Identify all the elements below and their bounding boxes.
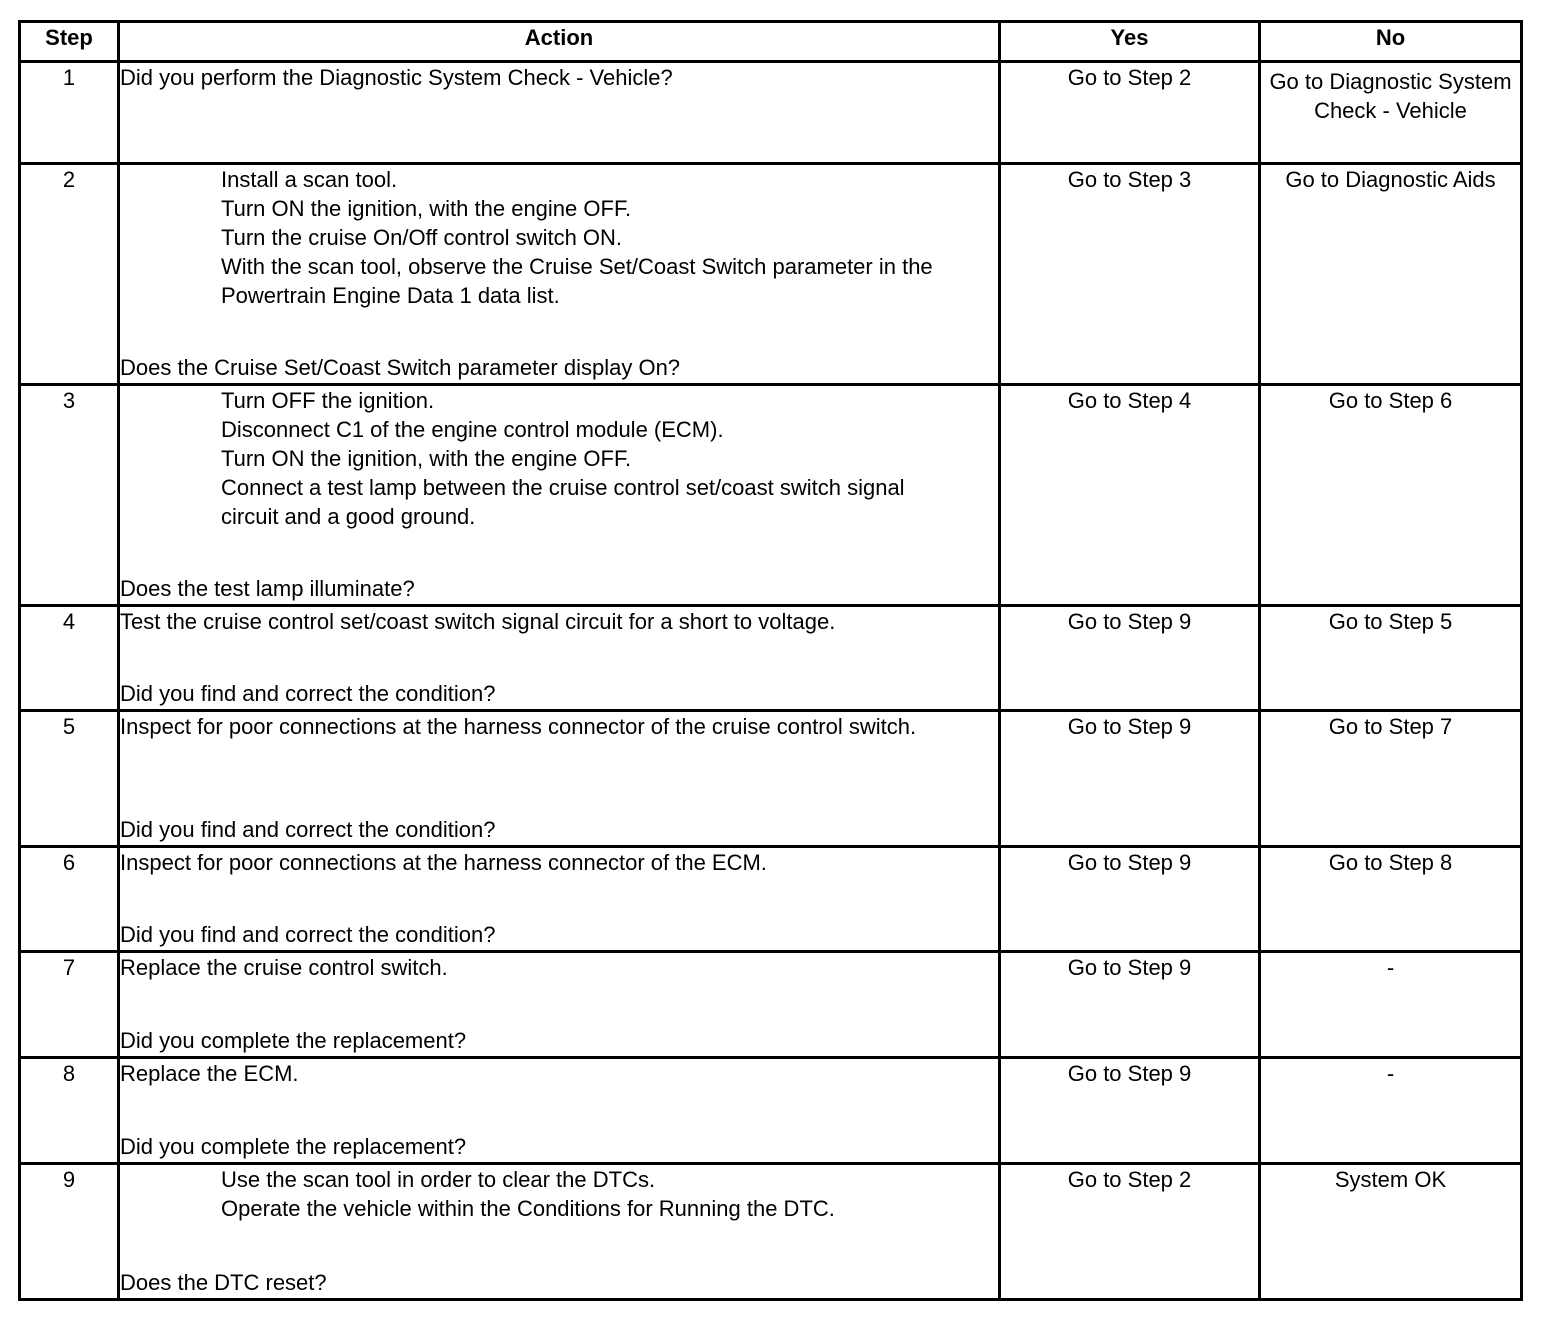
- action-instruction: Use the scan tool in order to clear the DTCs.: [221, 1167, 656, 1192]
- step-number: 6: [20, 847, 119, 952]
- yes-result: Go to Step 9: [1000, 711, 1260, 847]
- step-number: 1: [20, 62, 119, 164]
- yes-result: Go to Step 9: [1000, 1058, 1260, 1164]
- table-row: [20, 62, 1522, 164]
- yes-result: Go to Step 9: [1000, 606, 1260, 711]
- header-no: No: [1260, 22, 1522, 62]
- no-result: -: [1260, 952, 1522, 1058]
- action-instruction: With the scan tool, observe the Cruise Set/Coast Switch parameter in the Powertrain Engine Data 1 data list.: [221, 254, 933, 308]
- action-instruction: Operate the vehicle within the Conditions for Running the DTC.: [221, 1196, 835, 1221]
- action-cell: [119, 847, 1000, 952]
- no-result: Go to Step 5: [1260, 606, 1522, 711]
- table-row: [20, 1058, 1522, 1164]
- action-question: Does the DTC reset?: [120, 1270, 327, 1295]
- action-cell: [119, 1164, 1000, 1300]
- action-cell: [119, 1058, 1000, 1164]
- table-row: [20, 952, 1522, 1058]
- action-cell: [119, 385, 1000, 606]
- header-action: Action: [119, 22, 1000, 62]
- yes-result: Go to Step 2: [1000, 62, 1260, 164]
- yes-result: Go to Step 3: [1000, 164, 1260, 385]
- no-result: System OK: [1260, 1164, 1522, 1300]
- step-number: 8: [20, 1058, 119, 1164]
- step-number: 2: [20, 164, 119, 385]
- step-number: 7: [20, 952, 119, 1058]
- header-row: [20, 22, 1522, 62]
- action-instruction: Replace the cruise control switch.: [120, 955, 448, 980]
- no-result: Go to Step 8: [1260, 847, 1522, 952]
- yes-result: Go to Step 2: [1000, 1164, 1260, 1300]
- action-instruction: Turn ON the ignition, with the engine OFF.: [221, 446, 632, 471]
- step-number: 4: [20, 606, 119, 711]
- action-instruction: Connect a test lamp between the cruise control set/coast switch signal circuit and a good ground.: [221, 475, 905, 529]
- yes-result: Go to Step 9: [1000, 952, 1260, 1058]
- yes-result: Go to Step 9: [1000, 847, 1260, 952]
- no-result: Go to Step 7: [1260, 711, 1522, 847]
- action-instruction: Replace the ECM.: [120, 1061, 299, 1086]
- step-number: 9: [20, 1164, 119, 1300]
- action-cell: [119, 952, 1000, 1058]
- action-question: Does the Cruise Set/Coast Switch parameter display On?: [120, 355, 681, 380]
- table-row: [20, 164, 1522, 385]
- action-cell: [119, 62, 1000, 164]
- step-number: 3: [20, 385, 119, 606]
- action-question: Did you find and correct the condition?: [120, 922, 496, 947]
- table-row: [20, 847, 1522, 952]
- action-cell: [119, 606, 1000, 711]
- action-instruction: Turn the cruise On/Off control switch ON.: [221, 225, 623, 250]
- step-number: 5: [20, 711, 119, 847]
- action-cell: [119, 711, 1000, 847]
- action-instruction: Install a scan tool.: [221, 167, 398, 192]
- action-question: Did you find and correct the condition?: [120, 817, 496, 842]
- action-instruction: Inspect for poor connections at the harness connector of the cruise control switch.: [120, 714, 917, 739]
- no-result: -: [1260, 1058, 1522, 1164]
- action-question: Did you find and correct the condition?: [120, 681, 496, 706]
- header-yes: Yes: [1000, 22, 1260, 62]
- table-row: [20, 385, 1522, 606]
- no-result: Go to Step 6: [1260, 385, 1522, 606]
- yes-result: Go to Step 4: [1000, 385, 1260, 606]
- action-question: Did you complete the replacement?: [120, 1134, 467, 1159]
- action-cell: [119, 164, 1000, 385]
- action-instruction: Turn OFF the ignition.: [221, 388, 435, 413]
- table-row: [20, 606, 1522, 711]
- table-row: [20, 1164, 1522, 1300]
- table-row: [20, 711, 1522, 847]
- action-instruction: Test the cruise control set/coast switch signal circuit for a short to voltage.: [120, 609, 836, 634]
- action-question: Does the test lamp illuminate?: [120, 576, 415, 601]
- action-instruction: Turn ON the ignition, with the engine OFF.: [221, 196, 632, 221]
- action-instruction: Disconnect C1 of the engine control module (ECM).: [221, 417, 724, 442]
- no-result: Go to Diagnostic System Check - Vehicle: [1260, 62, 1522, 164]
- no-result: Go to Diagnostic Aids: [1260, 164, 1522, 385]
- action-question: Did you perform the Diagnostic System Check - Vehicle?: [120, 65, 673, 90]
- header-step: Step: [20, 22, 119, 62]
- action-question: Did you complete the replacement?: [120, 1028, 467, 1053]
- diagnostic-table: [18, 20, 1523, 1301]
- action-instruction: Inspect for poor connections at the harness connector of the ECM.: [120, 850, 767, 875]
